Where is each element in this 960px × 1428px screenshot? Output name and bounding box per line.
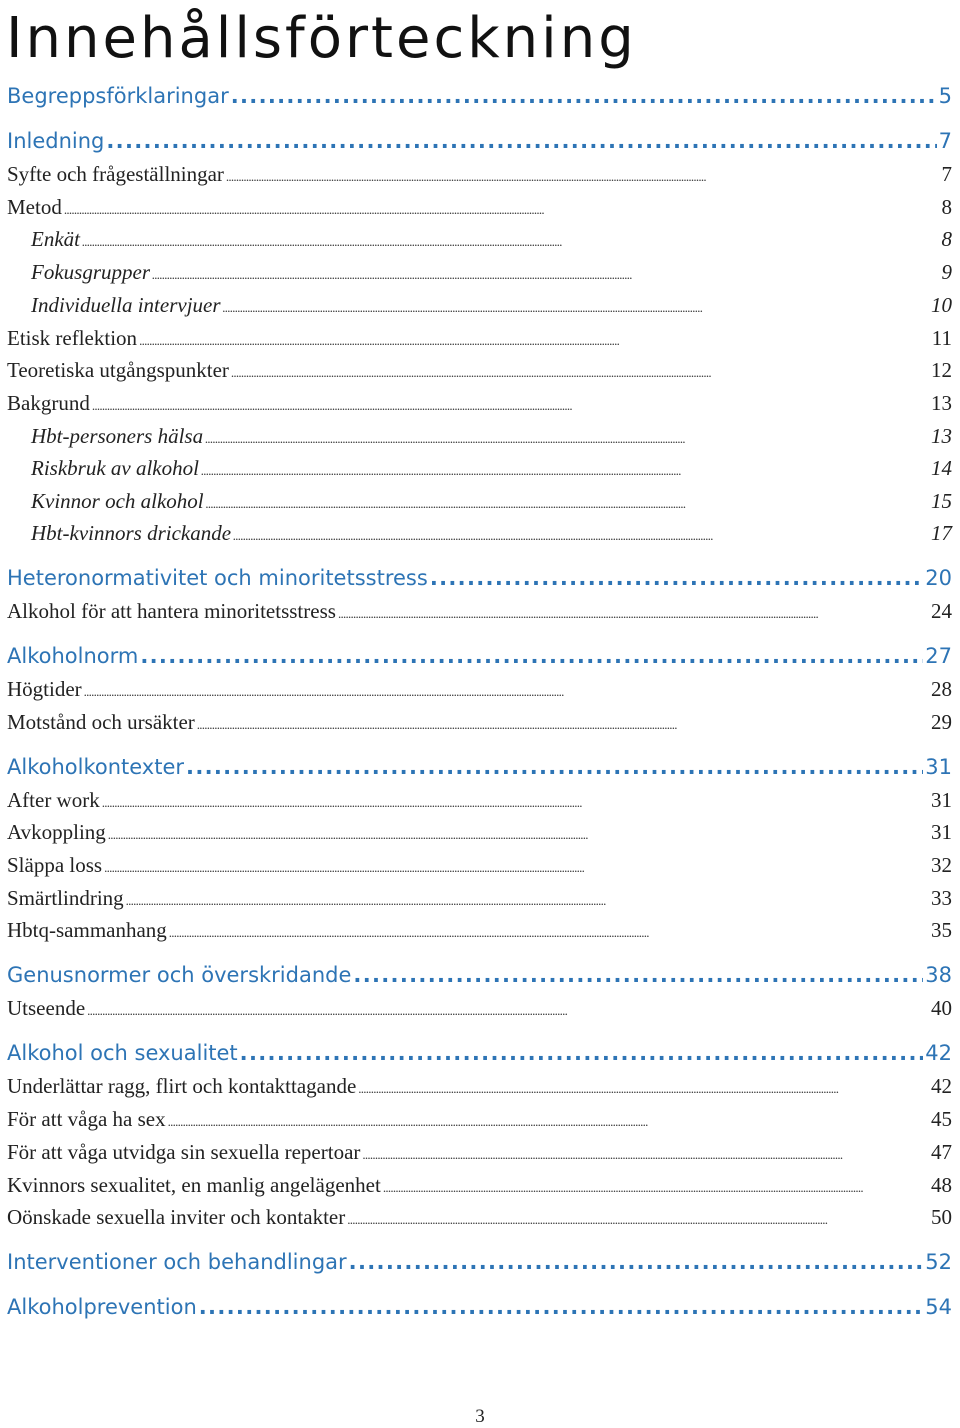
dot-leader	[140, 644, 923, 668]
toc-entry-label: Begreppsförklaringar	[7, 84, 229, 108]
dot-leader	[358, 1081, 929, 1097]
toc-entry-label: Bakgrund	[7, 391, 90, 415]
toc-entry[interactable]	[7, 599, 952, 624]
dot-leader	[104, 860, 929, 876]
dot-leader	[169, 925, 929, 941]
dot-leader	[201, 463, 929, 479]
toc-entry[interactable]	[7, 326, 952, 351]
dot-leader	[152, 267, 940, 283]
toc-entry-page: 24	[931, 599, 952, 623]
toc-entry-label: Oönskade sexuella inviter och kontakter	[7, 1205, 346, 1229]
toc-entry[interactable]	[7, 1074, 952, 1099]
dot-leader	[82, 234, 940, 250]
dot-leader	[231, 365, 929, 381]
toc-entry[interactable]	[7, 710, 952, 735]
toc-entry-page: 11	[931, 326, 952, 350]
toc-entry-page: 13	[931, 391, 952, 415]
toc-entry-label: Motstånd och ursäkter	[7, 710, 195, 734]
toc-entry-page: 31	[931, 820, 952, 844]
toc-entry[interactable]	[7, 963, 952, 987]
toc-entry-label: För att våga ha sex	[7, 1107, 166, 1131]
toc-entry-page: 8	[941, 195, 952, 219]
toc-entry-page: 27	[925, 644, 952, 668]
dot-leader	[92, 398, 929, 414]
toc-entry[interactable]	[7, 129, 952, 153]
page-title: Innehållsförteckning	[6, 6, 637, 71]
dot-leader	[108, 827, 929, 843]
toc-entry-page: 35	[931, 918, 952, 942]
toc-entry-label: Kvinnor och alkohol	[31, 489, 204, 513]
dot-leader	[223, 300, 929, 316]
dot-leader	[205, 431, 929, 447]
dot-leader	[347, 1212, 929, 1228]
toc-entry-label: Etisk reflektion	[7, 326, 138, 350]
toc-entry-label: Genusnormer och överskridande	[7, 963, 352, 987]
toc-entry-label: Individuella intervjuer	[31, 293, 221, 317]
toc-entry[interactable]	[7, 1295, 952, 1319]
toc-entry-label: Inledning	[7, 129, 105, 153]
dot-leader	[240, 1041, 924, 1065]
toc-entry-label: Riskbruk av alkohol	[31, 456, 199, 480]
dot-leader	[349, 1250, 924, 1274]
toc-entry-label: After work	[7, 788, 100, 812]
toc-entry[interactable]	[7, 456, 952, 481]
toc-entry-page: 45	[931, 1107, 952, 1131]
toc-entry-label: Alkoholprevention	[7, 1295, 197, 1319]
toc-entry-label: Avkoppling	[7, 820, 106, 844]
toc-entry[interactable]	[7, 918, 952, 943]
dot-leader	[102, 795, 929, 811]
dot-leader	[362, 1147, 929, 1163]
toc-entry[interactable]	[7, 260, 952, 285]
toc-entry[interactable]	[7, 1140, 952, 1165]
toc-entry-label: Teoretiska utgångspunkter	[7, 358, 229, 382]
toc-entry[interactable]	[7, 644, 952, 668]
toc-entry[interactable]	[7, 293, 952, 318]
toc-entry-page: 9	[941, 260, 952, 284]
toc-entry-label: Underlättar ragg, flirt och kontakttagande	[7, 1074, 357, 1098]
toc-entry-page: 28	[931, 677, 952, 701]
toc-entry[interactable]	[7, 996, 952, 1021]
toc-entry[interactable]	[7, 1250, 952, 1274]
dot-leader	[168, 1114, 929, 1130]
toc-entry-label: Hbt-personers hälsa	[31, 424, 204, 448]
toc-entry[interactable]	[7, 788, 952, 813]
toc-entry-label: Hbt-kvinnors drickande	[31, 521, 232, 545]
toc-entry-label: Smärtlindring	[7, 886, 124, 910]
page-number: 3	[475, 1406, 485, 1427]
dot-leader	[353, 963, 923, 987]
toc-entry[interactable]	[7, 391, 952, 416]
dot-leader	[226, 169, 940, 185]
toc-entry-label: Hbtq-sammanhang	[7, 918, 167, 942]
toc-entry-page: 14	[931, 456, 952, 480]
toc-entry[interactable]	[7, 677, 952, 702]
toc-entry-label: Alkoholkontexter	[7, 755, 185, 779]
toc-entry-page: 20	[925, 566, 952, 590]
toc-entry-label: Kvinnors sexualitet, en manlig angelägenhet	[7, 1173, 381, 1197]
dot-leader	[106, 129, 936, 153]
dot-leader	[87, 1003, 929, 1019]
toc-entry-page: 15	[931, 489, 952, 513]
toc-entry-page: 33	[931, 886, 952, 910]
toc-entry[interactable]	[7, 227, 952, 252]
toc-entry[interactable]	[7, 820, 952, 845]
toc-entry[interactable]	[7, 1205, 952, 1230]
toc-entry-label: Heteronormativitet och minoritetsstress	[7, 566, 428, 590]
toc-entry-page: 54	[925, 1295, 952, 1319]
toc-entry-label: Högtider	[7, 677, 82, 701]
toc-entry-page: 40	[931, 996, 952, 1020]
dot-leader	[64, 202, 940, 218]
toc-entry[interactable]	[7, 1041, 952, 1065]
dot-leader	[206, 496, 929, 512]
toc-entry-label: Syfte och frågeställningar	[7, 162, 224, 186]
toc-entry-page: 32	[931, 853, 952, 877]
toc-entry-page: 29	[931, 710, 952, 734]
toc-entry-page: 42	[925, 1041, 952, 1065]
dot-leader	[126, 893, 929, 909]
dot-leader	[139, 333, 930, 349]
toc-entry[interactable]	[7, 886, 952, 911]
toc-entry[interactable]	[7, 84, 952, 108]
toc-entry-page: 47	[931, 1140, 952, 1164]
toc-entry[interactable]	[7, 195, 952, 220]
dot-leader	[231, 84, 937, 108]
toc-entry-label: För att våga utvidga sin sexuella repertoar	[7, 1140, 361, 1164]
toc-entry-label: Metod	[7, 195, 62, 219]
toc-entry-label: Alkohol och sexualitet	[7, 1041, 238, 1065]
toc-entry-page: 5	[938, 84, 952, 108]
dot-leader	[199, 1295, 924, 1319]
dot-leader	[197, 717, 929, 733]
toc-entry-page: 48	[931, 1173, 952, 1197]
toc-entry-page: 50	[931, 1205, 952, 1229]
toc-entry-label: Utseende	[7, 996, 86, 1020]
toc-entry[interactable]	[7, 424, 952, 449]
toc-entry-page: 42	[931, 1074, 952, 1098]
toc-entry-page: 52	[925, 1250, 952, 1274]
toc-entry[interactable]	[7, 1107, 952, 1132]
dot-leader	[383, 1180, 929, 1196]
toc-entry-label: Interventioner och behandlingar	[7, 1250, 347, 1274]
dot-leader	[430, 566, 923, 590]
toc-entry-page: 13	[931, 424, 952, 448]
toc-entry[interactable]	[7, 358, 952, 383]
toc-entry[interactable]	[7, 755, 952, 779]
dot-leader	[338, 606, 929, 622]
toc-entry[interactable]	[7, 489, 952, 514]
toc-entry[interactable]	[7, 566, 952, 590]
toc-entry-page: 31	[925, 755, 952, 779]
toc-entry[interactable]	[7, 1173, 952, 1198]
toc-entry-page: 17	[931, 521, 952, 545]
toc-entry[interactable]	[7, 162, 952, 187]
toc-entry-label: Alkoholnorm	[7, 644, 139, 668]
dot-leader	[233, 528, 929, 544]
toc-entry-page: 7	[938, 129, 952, 153]
toc-entry-label: Släppa loss	[7, 853, 103, 877]
toc-entry-label: Alkohol för att hantera minoritetsstress	[7, 599, 336, 623]
toc-entry-page: 38	[925, 963, 952, 987]
toc-entry-page: 8	[941, 227, 952, 251]
toc-entry-page: 12	[931, 358, 952, 382]
toc-entry-page: 31	[931, 788, 952, 812]
toc-entry-page: 10	[931, 293, 952, 317]
dot-leader	[84, 684, 929, 700]
toc-entry-label: Fokusgrupper	[31, 260, 150, 284]
dot-leader	[186, 755, 923, 779]
toc-entry[interactable]	[7, 521, 952, 546]
toc-entry[interactable]	[7, 853, 952, 878]
toc-entry-label: Enkät	[31, 227, 80, 251]
toc-entry-page: 7	[941, 162, 952, 186]
